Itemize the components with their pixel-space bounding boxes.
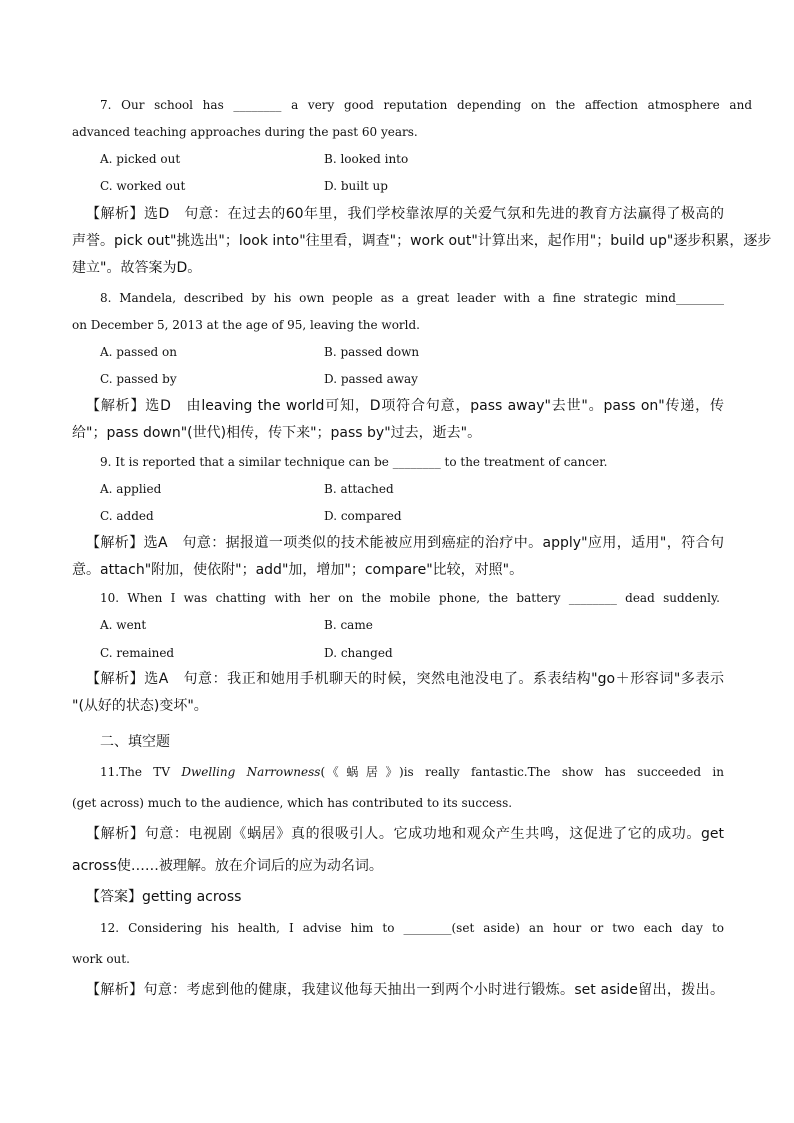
q8-option-a: A. passed on: [100, 345, 177, 359]
q7-option-d: D. built up: [324, 179, 388, 193]
q8-stem-line2: on December 5, 2013 at the age of 95, leaving the world.: [72, 318, 420, 332]
q9-analysis-line1: 【解析】选A 句意：据报道一项类似的技术能被应用到癌症的治疗中。apply"应用，适用"，符合句: [86, 535, 724, 551]
q10-analysis-line2: "(从好的状态)变坏"。: [72, 698, 208, 714]
q11-stem-line1: [100, 763, 724, 781]
q9-stem: 9. It is reported that a similar technique can be ________ to the treatment of cancer.: [100, 455, 608, 469]
q7-stem-line1: 7. Our school has ________ a very good reputation depending on the affection atmosphere and: [100, 98, 752, 112]
q10-option-b: B. came: [324, 618, 373, 632]
q12-stem-line2: work out.: [72, 952, 130, 966]
q7-analysis-line1: 【解析】选D 句意：在过去的60年里，我们学校靠浓厚的关爱气氛和先进的教育方法赢得了极高的: [86, 206, 724, 222]
q11-stem-suffix: (《蜗居》)is really fantastic.The show has succeeded in: [320, 765, 724, 779]
q7-option-a: A. picked out: [100, 152, 181, 166]
q9-option-c: C. added: [100, 509, 154, 523]
q8-analysis-line2: 给"；pass down"(世代)相传，传下来"；pass by"过去，逝去"。: [72, 425, 482, 441]
q7-option-b: B. looked into: [324, 152, 409, 166]
q11-answer: 【答案】getting across: [86, 889, 242, 905]
section-heading-fill-in: 二、填空题: [100, 734, 170, 750]
q11-show-title: Dwelling Narrowness: [181, 765, 321, 779]
q10-analysis-line1: 【解析】选A 句意：我正和她用手机聊天的时候，突然电池没电了。系表结构"go＋形容词"多表示: [86, 671, 724, 687]
q9-option-b: B. attached: [324, 482, 394, 496]
q8-option-c: C. passed by: [100, 372, 177, 386]
q11-stem-line2: (get across) much to the audience, which has contributed to its success.: [72, 796, 513, 810]
q10-option-a: A. went: [100, 618, 147, 632]
q10-option-d: D. changed: [324, 646, 393, 660]
q8-option-d: D. passed away: [324, 372, 418, 386]
q9-option-d: D. compared: [324, 509, 402, 523]
q9-option-a: A. applied: [100, 482, 162, 496]
q7-stem-line2: advanced teaching approaches during the past 60 years.: [72, 125, 418, 139]
q11-stem-prefix: 11.The TV: [100, 765, 182, 779]
q10-stem: 10. When I was chatting with her on the mobile phone, the battery ________ dead suddenly.: [100, 591, 720, 605]
q9-analysis-line2: 意。attach"附加，使依附"；add"加，增加"；compare"比较，对照"。: [72, 562, 524, 578]
q7-analysis-line2: 声誉。pick out"挑选出"；look into"往里看，调查"；work out"计算出来，起作用"；build up"逐步积累，逐步: [72, 233, 772, 249]
q10-option-c: C. remained: [100, 646, 175, 660]
q12-stem-line1: 12. Considering his health, I advise him to ________(set aside) an hour or two each day to: [100, 921, 724, 935]
q7-analysis-line3: 建立"。故答案为D。: [72, 260, 202, 276]
q8-option-b: B. passed down: [324, 345, 420, 359]
q7-option-c: C. worked out: [100, 179, 186, 193]
q11-analysis-line2: across使……被理解。放在介词后的应为动名词。: [72, 858, 383, 874]
q12-analysis-line1: 【解析】句意：考虑到他的健康，我建议他每天抽出一到两个小时进行锻炼。set aside留出，拨出。: [86, 982, 724, 998]
q8-analysis-line1: 【解析】选D 由leaving the world可知，D项符合句意，pass away"去世"。pass on"传递，传: [86, 398, 724, 414]
q11-analysis-line1: 【解析】句意：电视剧《蜗居》真的很吸引人。它成功地和观众产生共鸣，这促进了它的成功。get: [86, 826, 724, 842]
q8-stem-line1: 8. Mandela, described by his own people as a great leader with a fine strategic mind________: [100, 291, 724, 305]
